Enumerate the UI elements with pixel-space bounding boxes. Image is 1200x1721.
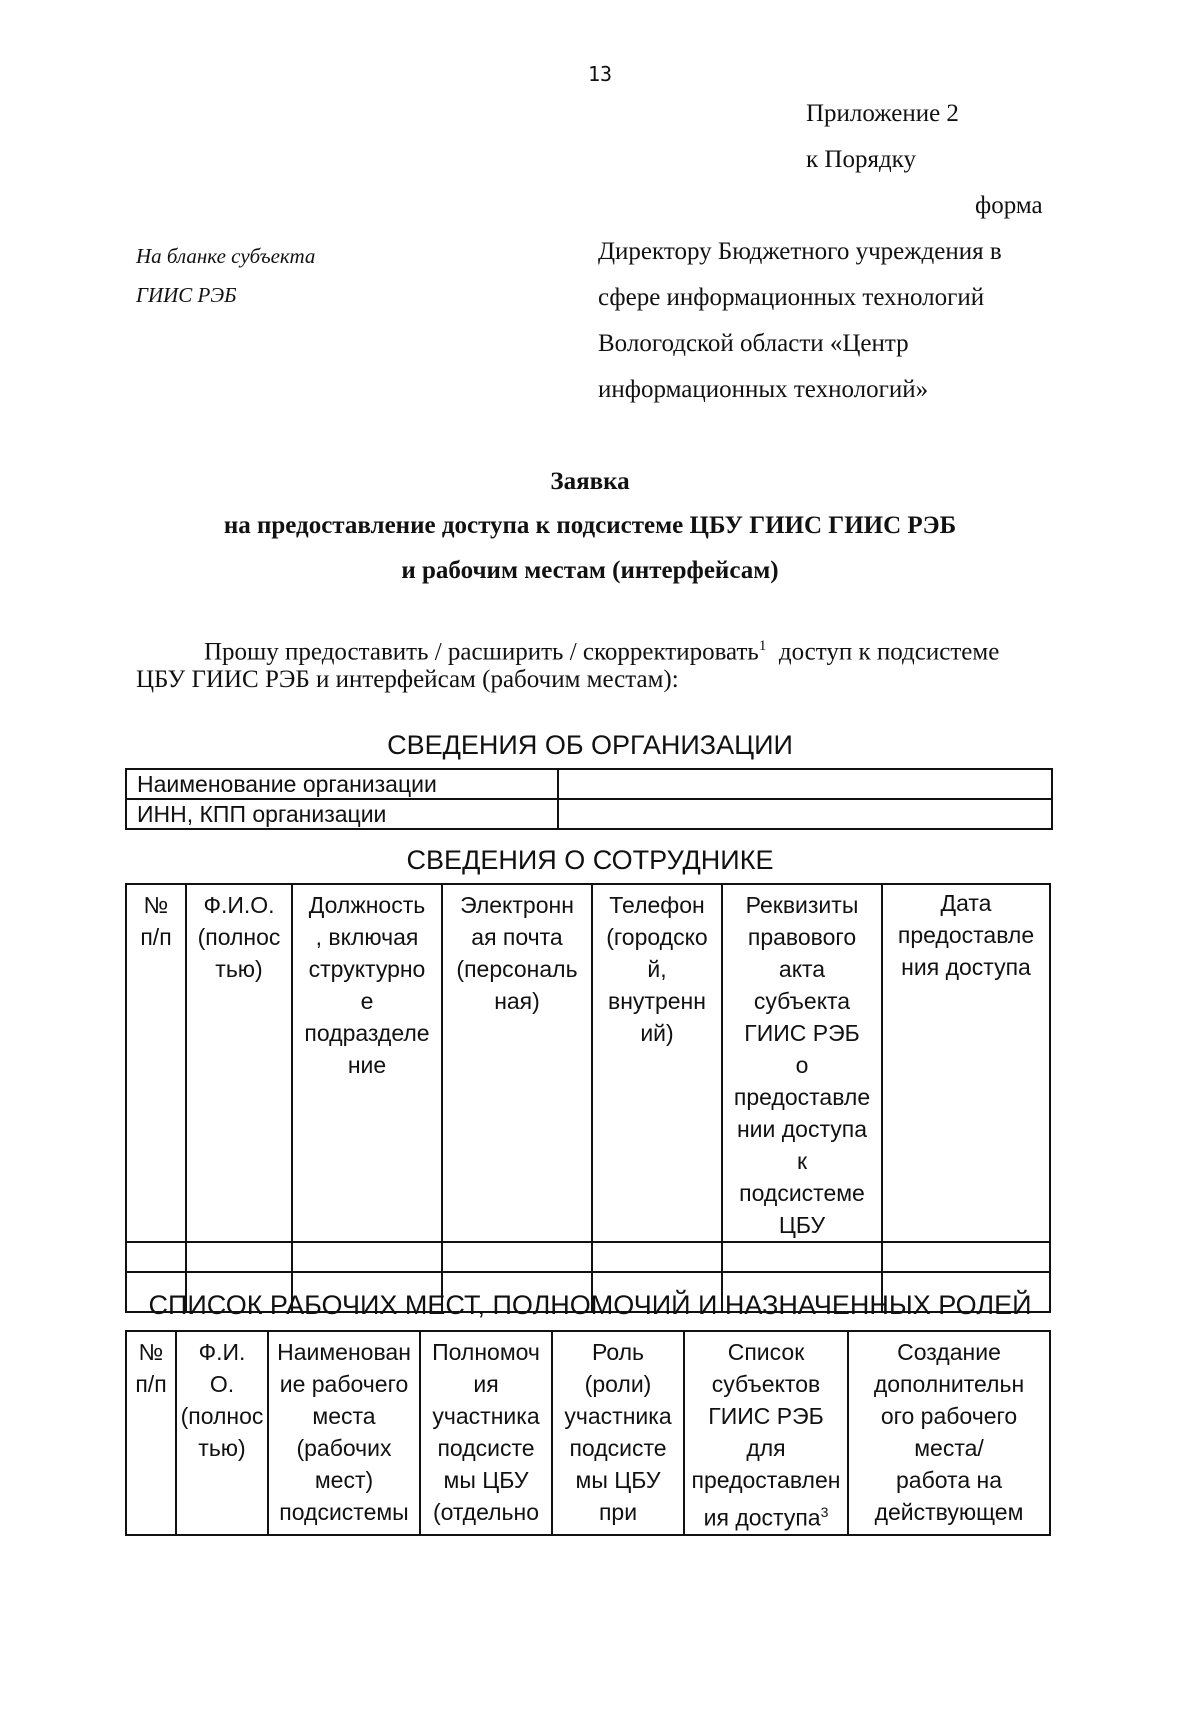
form-label: форма <box>975 192 1043 219</box>
table-cell[interactable] <box>186 1242 292 1272</box>
wp-col-create-workplace: Создание дополнительн ого рабочего места/ работа на действующем <box>848 1331 1050 1535</box>
document-title-line2: на предоставление доступа к подсистеме ЦБУ ГИИС ГИИС РЭБ <box>223 512 957 539</box>
addressee-line3: Вологодской области «Центр <box>598 330 909 357</box>
letterhead-note-line2: ГИИС РЭБ <box>136 283 237 307</box>
org-row <box>126 769 1052 799</box>
workplaces-section-heading: СПИСОК РАБОЧИХ МЕСТ, ПОЛНОМОЧИЙ И НАЗНАЧЕННЫХ РОЛЕЙ <box>148 1290 1032 1320</box>
org-name-label: Наименование организации <box>126 769 558 799</box>
addressee-line4: информационных технологий» <box>598 376 929 403</box>
wp-col-fio: Ф.И. О. (полнос тью) <box>176 1331 268 1535</box>
table-cell[interactable] <box>592 1242 722 1272</box>
employee-header-row <box>126 884 1050 1242</box>
table-cell[interactable] <box>442 1242 592 1272</box>
table-cell[interactable] <box>292 1242 442 1272</box>
org-section-heading: СВЕДЕНИЯ ОБ ОРГАНИЗАЦИИ <box>387 730 793 760</box>
wp-col-number: № п/п <box>126 1331 176 1535</box>
wp-col-workplace-name: Наименован ие рабочего места (рабочих мест) подсистемы <box>268 1331 420 1535</box>
emp-col-phone: Телефон (городско й, внутренн ий) <box>592 884 722 1242</box>
employee-table <box>125 883 1051 1313</box>
org-table <box>125 768 1053 830</box>
footnote-mark-3: 3 <box>820 1504 829 1520</box>
table-cell[interactable] <box>126 1242 186 1272</box>
org-row <box>126 799 1052 829</box>
addressee-line1: Директору Бюджетного учреждения в <box>598 238 1002 265</box>
table-row <box>126 1242 1050 1272</box>
emp-col-legal-act: Реквизиты правового акта субъекта ГИИС РЭБ о предоставле нии доступа к подсистеме ЦБУ <box>722 884 882 1242</box>
wp-col-permissions: Полномоч ия участника подсисте мы ЦБУ (отдельно <box>420 1331 552 1535</box>
emp-col-number: № п/п <box>126 884 186 1242</box>
request-line2: ЦБУ ГИИС РЭБ и интерфейсам (рабочим местам): <box>136 666 679 693</box>
workplaces-table <box>125 1330 1051 1536</box>
emp-col-email: Электронн ая почта (персональ ная) <box>442 884 592 1242</box>
footnote-mark: 1 <box>758 638 767 654</box>
table-cell[interactable] <box>722 1242 882 1272</box>
employee-section-heading: СВЕДЕНИЯ О СОТРУДНИКЕ <box>406 845 774 875</box>
emp-col-position: Должность , включая структурно е подразделе ние <box>292 884 442 1242</box>
wp-col-subjects: Список субъектов ГИИС РЭБ для предоставлен ия доступа$^3$ <box>684 1331 848 1535</box>
document-title-line3: и рабочим местам (интерфейсам) <box>401 557 779 584</box>
workplaces-header-row <box>126 1331 1050 1535</box>
emp-col-access-date: Дата предоставле ния доступа <box>882 884 1050 1242</box>
document-title: Заявка <box>550 468 630 495</box>
table-cell[interactable] <box>882 1242 1050 1272</box>
org-inn-label: ИНН, КПП организации <box>126 799 558 829</box>
letterhead-note-line1: На бланке субъекта <box>136 244 316 268</box>
request-text-end: доступ к подсистеме <box>778 638 1000 666</box>
wp-col-roles: Роль (роли) участника подсисте мы ЦБУ при <box>552 1331 684 1535</box>
emp-col-fio: Ф.И.О. (полнос тью) <box>186 884 292 1242</box>
request-text-start: Прошу предоставить / расширить / скорректировать <box>204 638 759 666</box>
org-name-value[interactable] <box>558 769 1052 799</box>
appendix-subtitle: к Порядку <box>806 146 916 173</box>
org-inn-value[interactable] <box>558 799 1052 829</box>
addressee-line2: сфере информационных технологий <box>598 284 985 311</box>
appendix-title: Приложение 2 <box>806 100 959 127</box>
page-number: 13 <box>587 62 613 86</box>
